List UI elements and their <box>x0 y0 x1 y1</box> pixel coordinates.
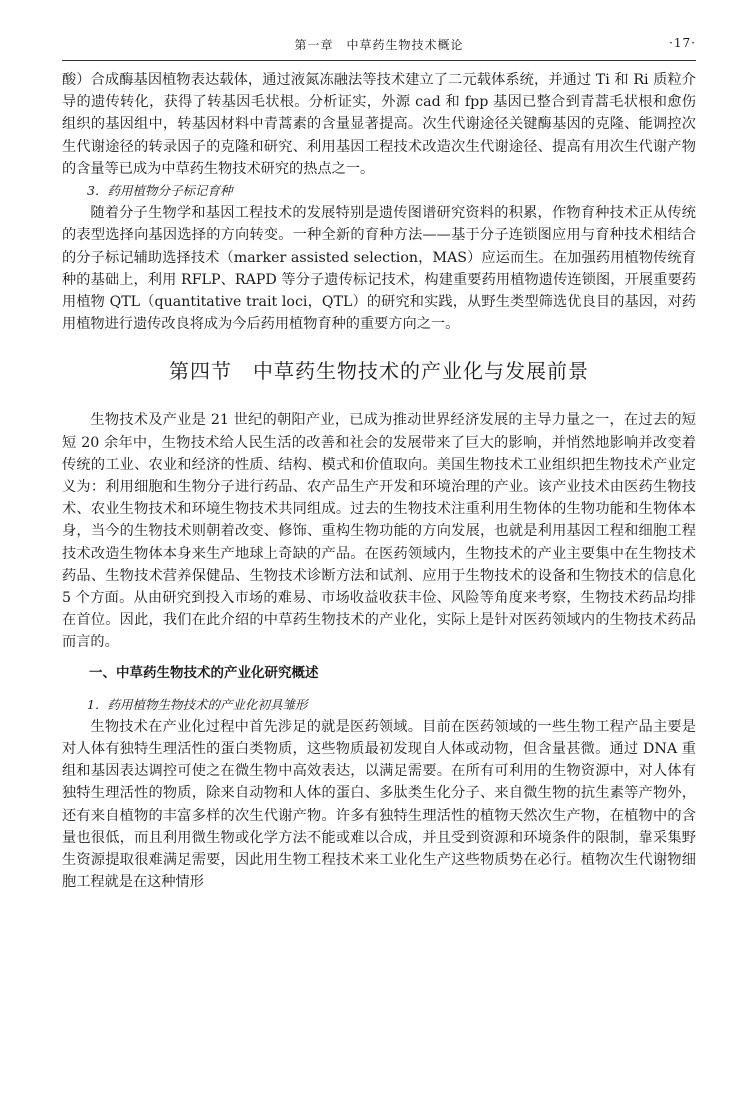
page-body <box>62 69 696 894</box>
chapter-title: 第一章 中草药生物技术概论 <box>294 38 464 52</box>
subheading-industrialization-start: 1．药用植物生物技术的产业化初具雏形 <box>87 696 308 712</box>
paragraph-industry-overview: 生物技术及产业是 21 世纪的朝阳产业，已成为推动世界经济发展的主导力量之一，在过去的短短 20 余年中，生物技术给人民生活的改善和社会的发展带来了巨大的影响，并悄然地影响并改变着传统的工业、农业和经济的性质、结构、模式和价值取向。美国生物技术工业组织把生物技术产业定义为：利用细胞和生物分子进行药品、农产品生产开发和环境治理的产业。该产业技术由医药生物技术、农业生物技术和环境生物技术共同组成。过去的生物技术注重利用生物体的生物功能和生物体本身，当今的生物技术则朝着改变、修饰、重构生物功能的方向发展，也就是利用基因工程和细胞工程技术改造生物体本身来生产地球上奇缺的产品。在医药领域内，生物技术的产业主要集中在生物技术药品、生物技术营养保健品、生物技术诊断方法和试剂、应用于生物技术的设备和生物技术的信息化 5 个方面。从由研究到投入市场的难易、市场收益收获丰俭、风险等角度来考察，生物技术药品均排在首位。因此，我们在此介绍的中草药生物技术的产业化，实际上是针对医药领域内的生物技术药品而言的。 <box>62 412 696 651</box>
running-header <box>62 30 696 61</box>
subheading-molecular-marker-breeding: 3．药用植物分子标记育种 <box>87 183 233 199</box>
paragraph-biotech-pharma: 生物技术在产业化过程中首先涉足的就是医药领域。目前在医药领域的一些生物工程产品主要是对人体有独特生理活性的蛋白类物质，这些物质最初发现自人体或动物，但含量甚微。通过 DNA 重组和基因表达调控可使之在微生物中高效表达，以满足需要。在所有可利用的生物资源中，对人体有独特生理活性的物质，除来自动物和人体的蛋白、多肽类生化分子、来自微生物的抗生素等产物外，还有来自植物的丰富多样的次生代谢产物。许多有独特生理活性的植物天然次生产物，在植物中的含量也很低，而且利用微生物或化学方法不能或难以合成，并且受到资源和环境条件的限制，靠采集野生资源提取很难满足需要，因此用生物工程技术来工业化生产这些物质势在必行。植物次生代谢物细胞工程就是在这种情形 <box>62 718 696 891</box>
paragraph-continued: 酸）合成酶基因植物表达载体，通过液氮冻融法等技术建立了二元载体系统，并通过 Ti 和 Ri 质粒介导的遗传转化，获得了转基因毛状根。分析证实，外源 cad 和 fpp 基因已整合到青蒿毛状根和愈伤组织的基因组中，转基因材料中青蒿素的含量显著提高。次生代谢途径关键酶基因的克隆、能调控次生代谢途径的转录因子的克隆和研究、利用基因工程技术改造次生代谢途径、提高有用次生代谢产物的含量等已成为中草药生物技术研究的热点之一。 <box>62 72 696 177</box>
paragraph-molecular-marker: 随着分子生物学和基因工程技术的发展特别是遗传图谱研究资料的积累，作物育种技术正从传统的表型选择向基因选择的方向转变。一种全新的育种方法——基于分子连锁图应用与育种技术相结合的分子标记辅助选择技术（marker assisted selection，MAS）应运而生。在加强药用植物传统育种的基础上，利用 RFLP、RAPD 等分子遗传标记技术，构建重要药用植物遗传连锁图，开展重要药用植物 QTL（quantitative trait loci，QTL）的研究和实践，从野生类型筛选优良目的基因，对药用植物进行遗传改良将成为今后药用植物育种的重要方向之一。 <box>62 205 696 333</box>
heading-industrialization-overview: 一、中草药生物技术的产业化研究概述 <box>89 664 319 681</box>
page-number: ·17· <box>669 36 696 50</box>
book-page <box>62 0 696 894</box>
section-title: 第四节 中草药生物技术的产业化与发展前景 <box>169 359 589 384</box>
